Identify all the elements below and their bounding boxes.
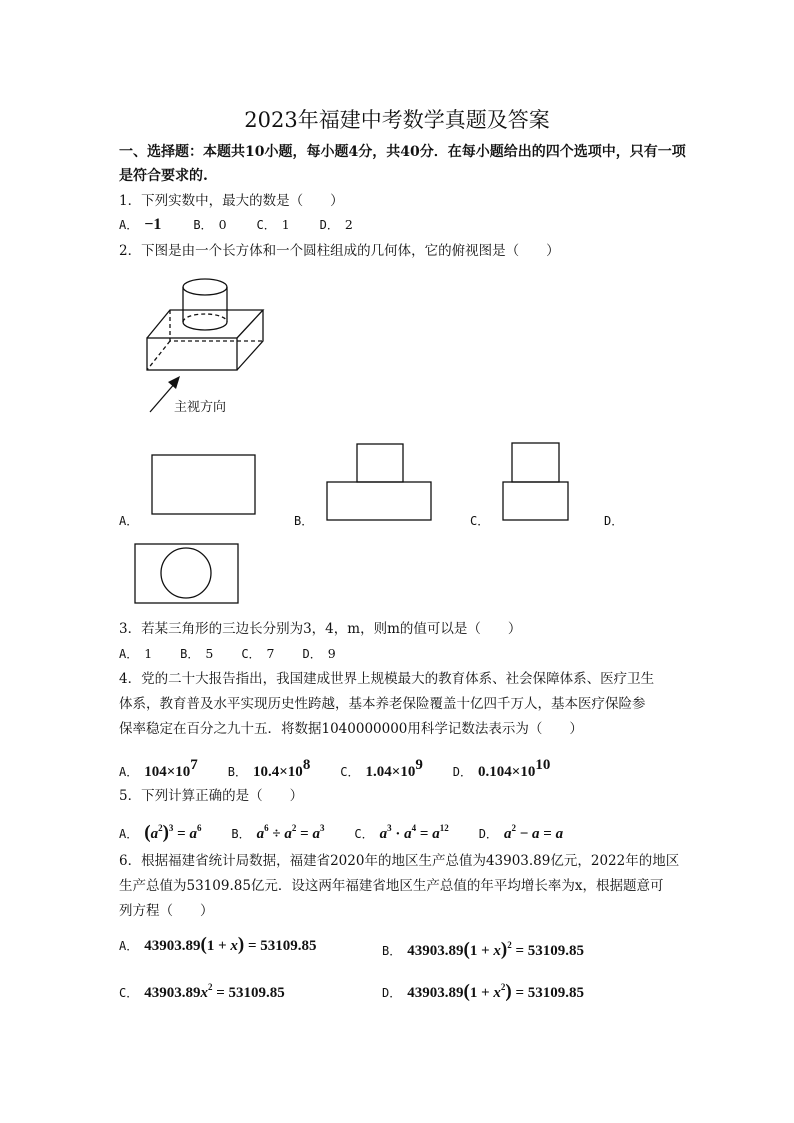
q2-option-d-figure: [134, 543, 240, 605]
q6-line2: 生产总值为53109.85亿元．设这两年福建省地区生产总值的年平均增长率为x，根据题意可: [119, 878, 664, 894]
q5-option-b: B． $a^6 \div a^2 = a^3$: [231, 823, 325, 842]
q5-stem: 5．下列计算正确的是（ ）: [119, 788, 304, 804]
q2-option-b-figure: [326, 443, 432, 523]
q1-option-c: C． 1: [256, 217, 290, 232]
q2-option-b-label: B．: [294, 514, 314, 528]
q2-option-c-label: C．: [470, 514, 490, 528]
q2-option-c-figure: [502, 442, 570, 523]
q3-stem: 3．若某三角形的三边长分别为3，4，m，则m的值可以是（ ）: [119, 621, 522, 637]
q1-stem: 1．下列实数中，最大的数是（ ）: [119, 193, 344, 209]
q4-option-a: A． $104\times 10^7$: [119, 757, 198, 780]
q6-option-b: B． $43903.89(1 + x)^2 = 53109.85$: [382, 939, 585, 960]
q1-option-b: B． 0: [193, 217, 227, 232]
q3-option-b: B． 5: [180, 646, 214, 661]
q1-options: [119, 213, 353, 237]
section-header-line2: 是符合要求的.: [119, 168, 208, 184]
page-title: 2023年福建中考数学真题及答案: [244, 108, 550, 132]
q2-option-d-label: D．: [604, 514, 624, 528]
q4-line2: 体系，教育普及水平实现历史性跨越，基本养老保险覆盖十亿四千万人，基本医疗保险参: [119, 696, 646, 712]
q1-option-a: A． −1: [119, 216, 162, 233]
section-header-line1: 一、选择题：本题共10小题，每小题4分，共40分．在每小题给出的四个选项中，只有一项: [119, 144, 686, 160]
q5-option-a: A． $(a^2)^3 = a^6$: [119, 822, 202, 843]
q4-line3: 保率稳定在百分之九十五．将数据1040000000用科学记数法表示为（ ）: [119, 721, 583, 737]
q5-option-d: D． $a^2 - a = a$: [478, 823, 564, 842]
q2-direction-label: 主视方向: [174, 400, 227, 415]
q2-option-a-figure: [151, 454, 256, 516]
q3-option-a: A． 1: [119, 646, 153, 661]
q5-option-c: C． $a^3 \cdot a^4 = a^{12}$: [354, 823, 449, 842]
q6-option-c: C． $43903.89x^2 = 53109.85$: [119, 982, 285, 1001]
q2-option-a-label: A．: [119, 514, 139, 528]
q3-option-d: D． 9: [302, 646, 336, 661]
q4-option-b: B． $10.4\times 10^8$: [227, 757, 311, 780]
q4-options: [119, 753, 550, 784]
q5-options: [119, 816, 563, 846]
q3-option-c: C． 7: [241, 646, 275, 661]
q6-option-a: A． 43903.89(1 + x) = 53109.85: [119, 934, 317, 955]
q3-options: [119, 642, 336, 666]
q6-option-d: D． $43903.89(1 + x^2) = 53109.85$: [382, 981, 585, 1002]
q6-line3: 列方程（ ）: [119, 903, 214, 919]
q4-option-d: D． $0.104\times 10^{10}$: [452, 757, 551, 780]
q2-stem: 2．下图是由一个长方体和一个圆柱组成的几何体，它的俯视图是（ ）: [119, 243, 560, 259]
q1-option-d: D． 2: [319, 217, 353, 232]
q4-line1: 4．党的二十大报告指出，我国建成世界上规模最大的教育体系、社会保障体系、医疗卫生: [119, 671, 655, 687]
q4-option-c: C． $1.04\times 10^9$: [340, 757, 423, 780]
q6-line1: 6．根据福建省统计局数据，福建省2020年的地区生产总值为43903.89亿元，2022年的地区: [119, 853, 680, 869]
